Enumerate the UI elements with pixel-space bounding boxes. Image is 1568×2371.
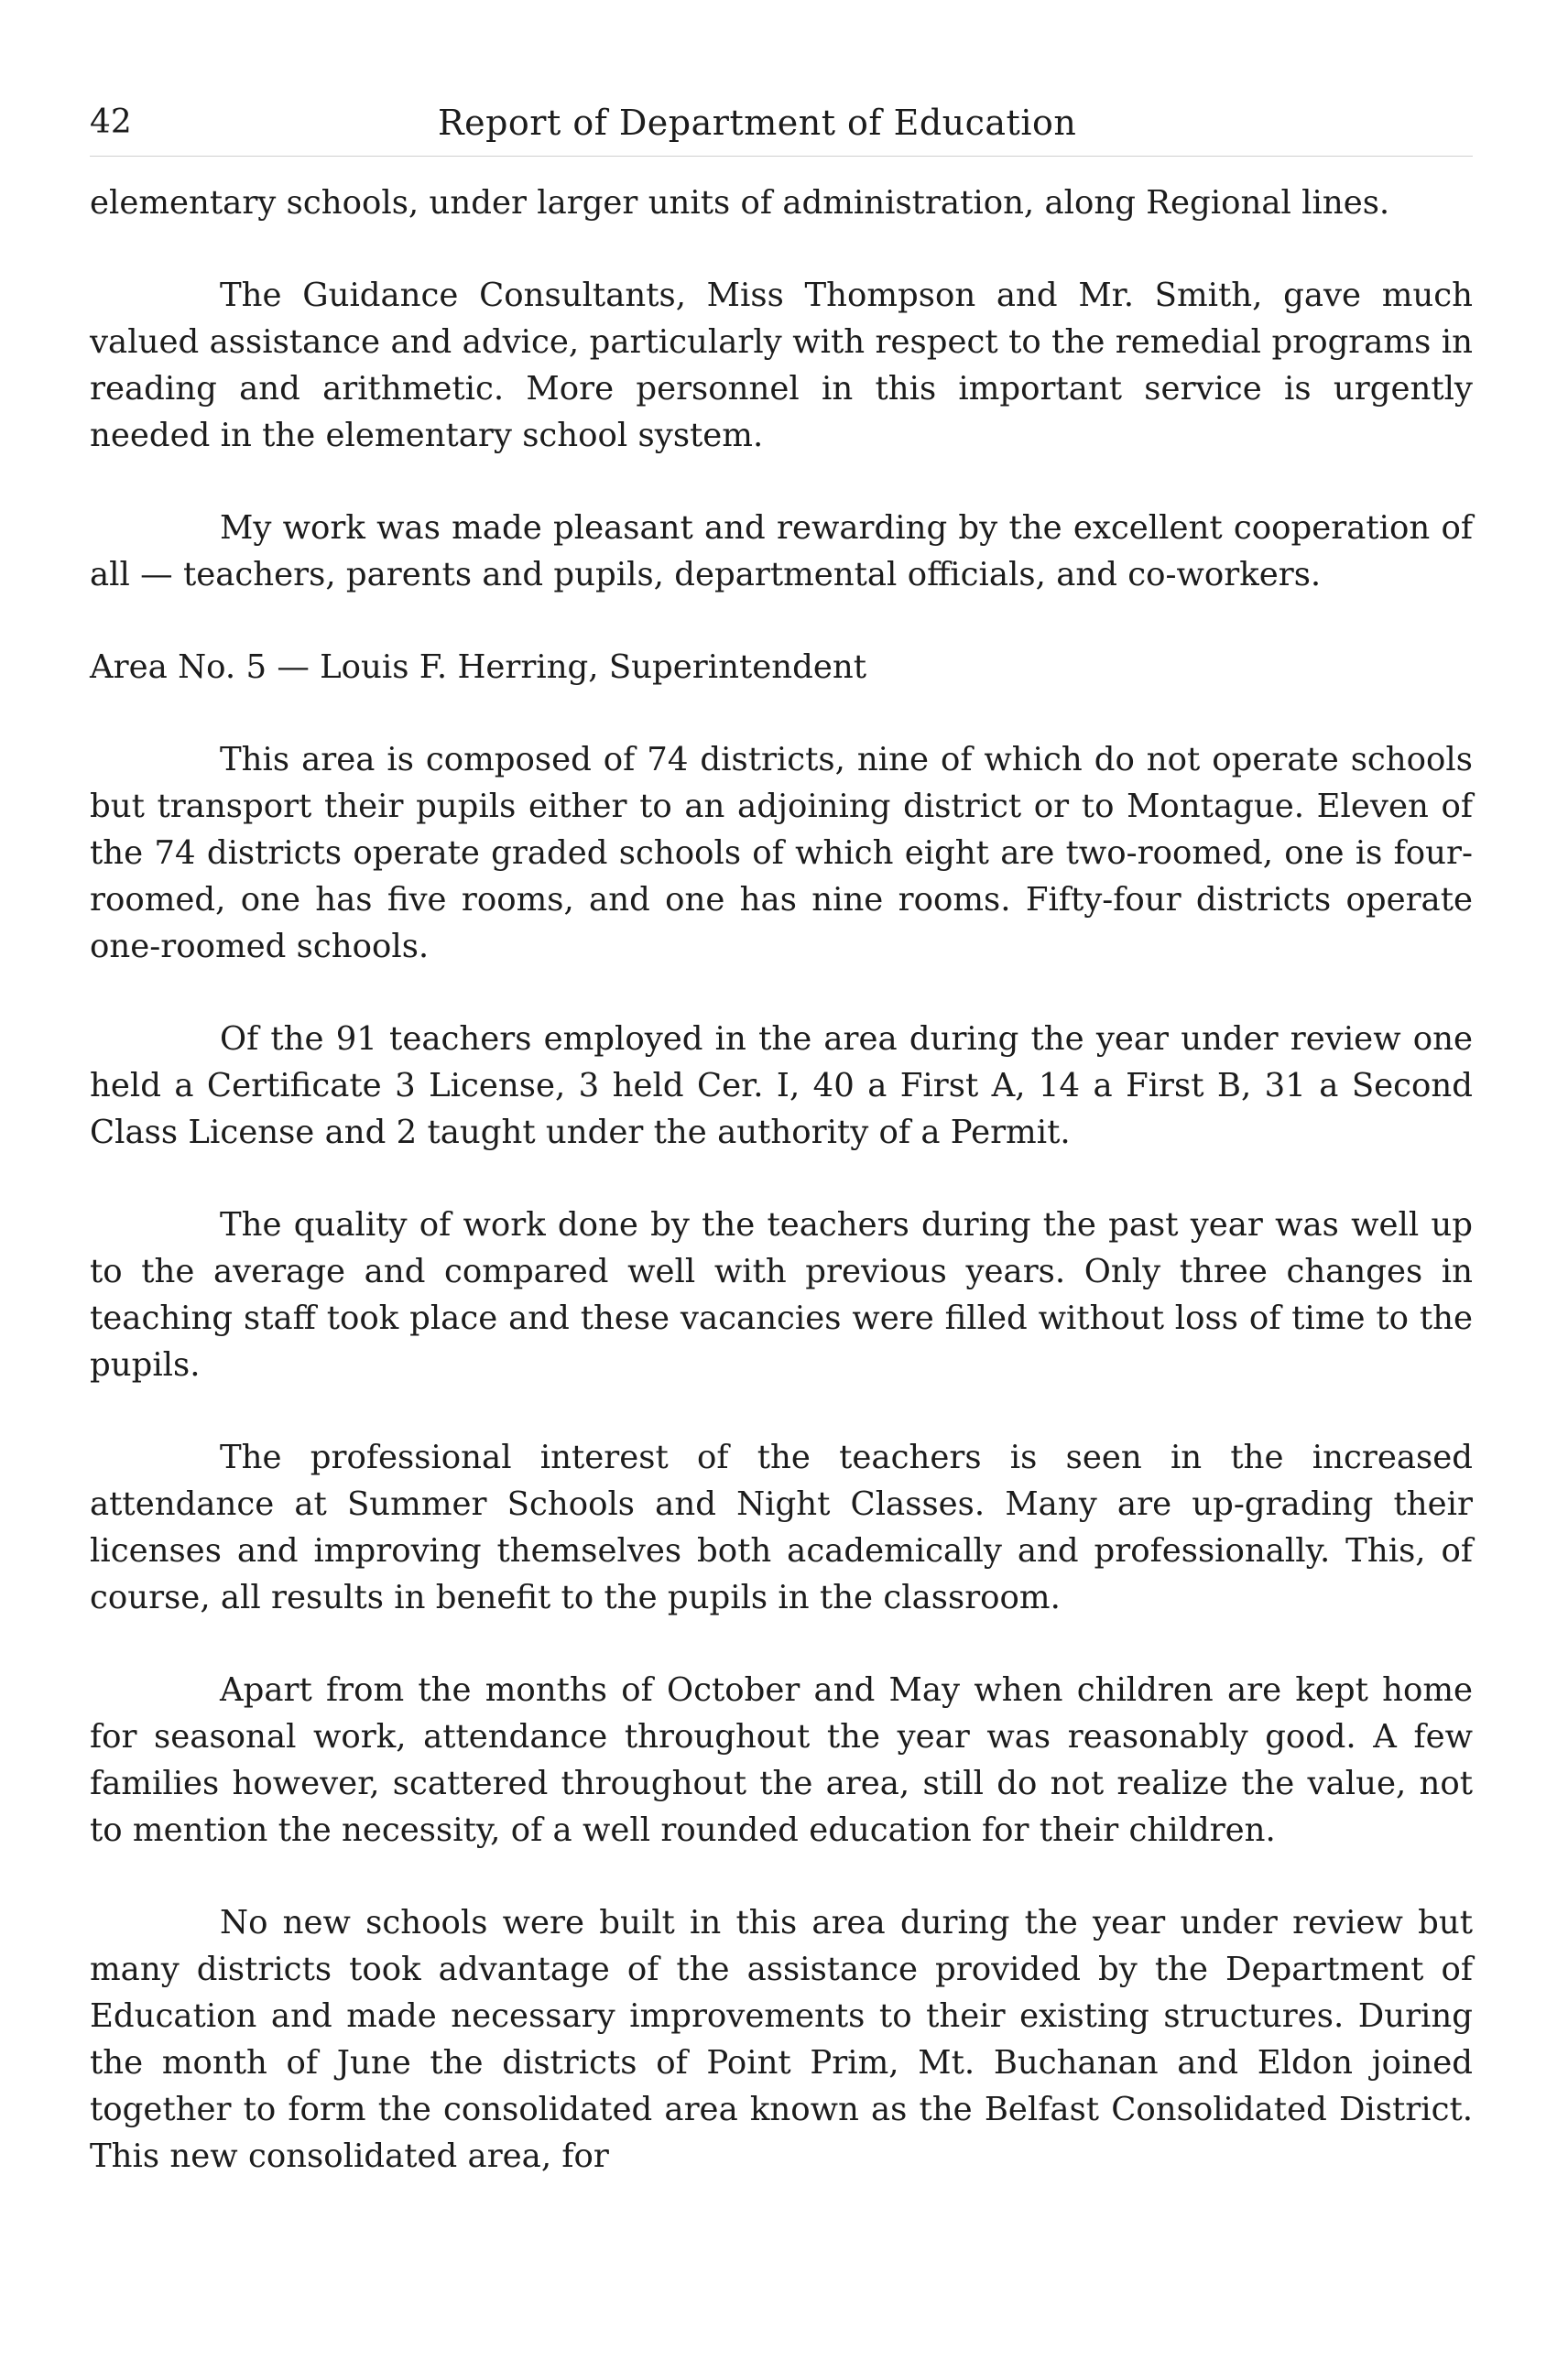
paragraph-teachers-licenses: Of the 91 teachers employed in the area during the year under review one held a Certificate 3 License, 3 held Cer. I, 40 a First A, 14 a First B, 31 a Second Class License and 2 taught under the authority of a Permit. bbox=[90, 1020, 1473, 1151]
area-heading: Area No. 5 — Louis F. Herring, Superintendent bbox=[90, 648, 866, 686]
body-text bbox=[90, 179, 1473, 2180]
paragraph-continuation: elementary schools, under larger units of administration, along Regional lines. bbox=[90, 184, 1390, 222]
paragraph-cooperation: My work was made pleasant and rewarding by the excellent cooperation of all — teachers, parents and pupils, departmental officials, and co-workers. bbox=[90, 509, 1473, 593]
page-number: 42 bbox=[90, 103, 132, 141]
header-rule bbox=[90, 156, 1473, 157]
paragraph-districts: This area is composed of 74 districts, nine of which do not operate schools but transport their pupils either to an adjoining district or to Montague. Eleven of the 74 districts operate graded schools of which eight are two-roomed, one is four-roomed, one has five rooms, and one has nine rooms. Fifty-four districts operate one-roomed schools. bbox=[90, 741, 1473, 965]
running-title: Report of Department of Education bbox=[438, 103, 1077, 143]
paragraph-attendance: Apart from the months of October and May when children are kept home for seasonal work, attendance throughout the year was reasonably good. A few families however, scattered throughout the area, still do not realize the value, not to mention the necessity, of a well rounded education for their children. bbox=[90, 1671, 1473, 1849]
running-header bbox=[90, 99, 1471, 147]
paragraph-professional-interest: The professional interest of the teachers is seen in the increased attendance at Summer Schools and Night Classes. Many are up-grading their licenses and improving themselves both academically and professionally. This, of course, all results in benefit to the pupils in the classroom. bbox=[90, 1439, 1473, 1616]
paragraph-new-schools: No new schools were built in this area during the year under review but many districts took advantage of the assistance provided by the Department of Education and made necessary improvements to their existing structures. During the month of June the districts of Point Prim, Mt. Buchanan and Eldon joined together to form the consolidated area known as the Belfast Consolidated District. This new consolidated area, for bbox=[90, 1904, 1473, 2175]
paragraph-quality-of-work: The quality of work done by the teachers during the past year was well up to the average and compared well with previous years. Only three changes in teaching staff took place and these vacancies were filled without loss of time to the pupils. bbox=[90, 1206, 1473, 1384]
paragraph-guidance-consultants: The Guidance Consultants, Miss Thompson and Mr. Smith, gave much valued assistance and advice, particularly with respect to the remedial programs in reading and arithmetic. More personnel in this important service is urgently needed in the elementary school system. bbox=[90, 277, 1473, 454]
